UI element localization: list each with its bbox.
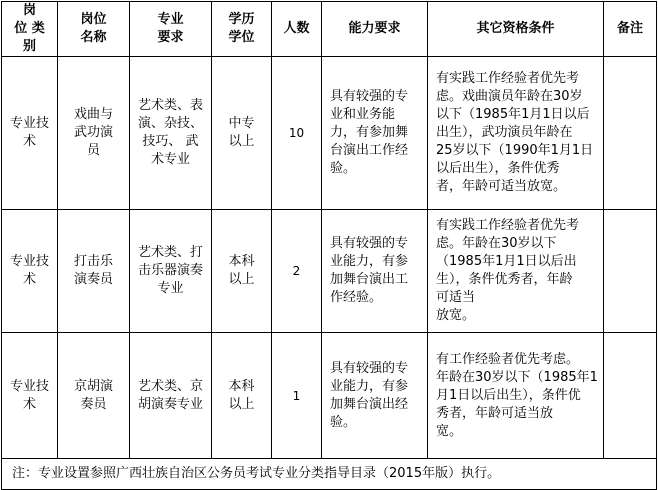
cell-major: 艺术类、京 胡演奏专业	[130, 333, 212, 459]
header-post-name-line-1: 岗位	[80, 12, 107, 27]
table-row	[2, 333, 657, 459]
cell-other: 有工作经验者优先考虑。 年龄在30岁以下（1985年1 月1日以后出生），条件优 秀者，年龄可适当放 宽。	[428, 333, 604, 459]
cell-education: 中专 以上	[212, 57, 272, 210]
cell-count: 1	[272, 333, 322, 459]
cell-count: 2	[272, 210, 322, 333]
cell-major: 艺术类、表 演、杂技、 技巧、 武 术专业	[130, 57, 212, 210]
cell-remarks	[604, 57, 657, 210]
note-row	[2, 459, 657, 490]
cell-ability: 具有较强的专 业和业务能 力，有参加舞 台演出工作经 验。	[322, 57, 428, 210]
header-education-line-2: 学位	[228, 30, 255, 45]
header-major	[130, 2, 212, 57]
header-other: 其它资格条件	[428, 2, 604, 57]
table-row	[2, 210, 657, 333]
table-row	[2, 57, 657, 210]
header-ability: 能力要求	[322, 2, 428, 57]
header-education-line-1: 学历	[228, 12, 255, 27]
cell-post-name: 打击乐 演奏员	[58, 210, 130, 333]
header-major-line-1: 专业	[157, 12, 184, 27]
cell-other: 有实践工作经验者优先考 虑。戏曲演员年龄在30岁 以下（1985年1月1日以后 出生），武功演员年龄在 25岁以下（1990年1月1日 以后出生），条件优秀 者，年龄可适当放宽。	[428, 57, 604, 210]
header-major-line-2: 要求	[157, 30, 184, 45]
cell-ability: 具有较强的专 业能力，有参 加舞台演出经 验。	[322, 333, 428, 459]
cell-other: 有实践工作经验者优先考 虑。年龄在30岁以下 （1985年1月1日以后出 生），条件优秀者，年龄 可适当 放宽。	[428, 210, 604, 333]
cell-post-name: 京胡演 奏员	[58, 333, 130, 459]
cell-remarks	[604, 333, 657, 459]
header-remarks: 备注	[604, 2, 657, 57]
header-education	[212, 2, 272, 57]
recruitment-table	[1, 1, 657, 490]
header-category-line-1: 岗	[22, 3, 36, 18]
cell-major: 艺术类、打 击乐器演奏 专业	[130, 210, 212, 333]
cell-count: 10	[272, 57, 322, 210]
header-post-name	[58, 2, 130, 57]
cell-category: 专业技 术	[2, 57, 58, 210]
cell-ability: 具有较强的专 业能力，有参 加舞台演出工 作经验。	[322, 210, 428, 333]
cell-category: 专业技 术	[2, 333, 58, 459]
cell-education: 本科 以上	[212, 210, 272, 333]
header-post-name-line-2: 名称	[80, 30, 107, 45]
header-row	[2, 2, 657, 57]
cell-category: 专业技 术	[2, 210, 58, 333]
cell-post-name: 戏曲与 武功演 员	[58, 57, 130, 210]
cell-education: 本科 以上	[212, 333, 272, 459]
cell-remarks	[604, 210, 657, 333]
header-category	[2, 2, 58, 57]
header-count: 人数	[272, 2, 322, 57]
header-category-line-3: 别	[22, 39, 36, 54]
table-note: 注：专业设置参照广西壮族自治区公务员考试专业分类指导目录（2015年版）执行。	[2, 459, 657, 490]
header-category-line-2: 位 类	[14, 21, 45, 36]
